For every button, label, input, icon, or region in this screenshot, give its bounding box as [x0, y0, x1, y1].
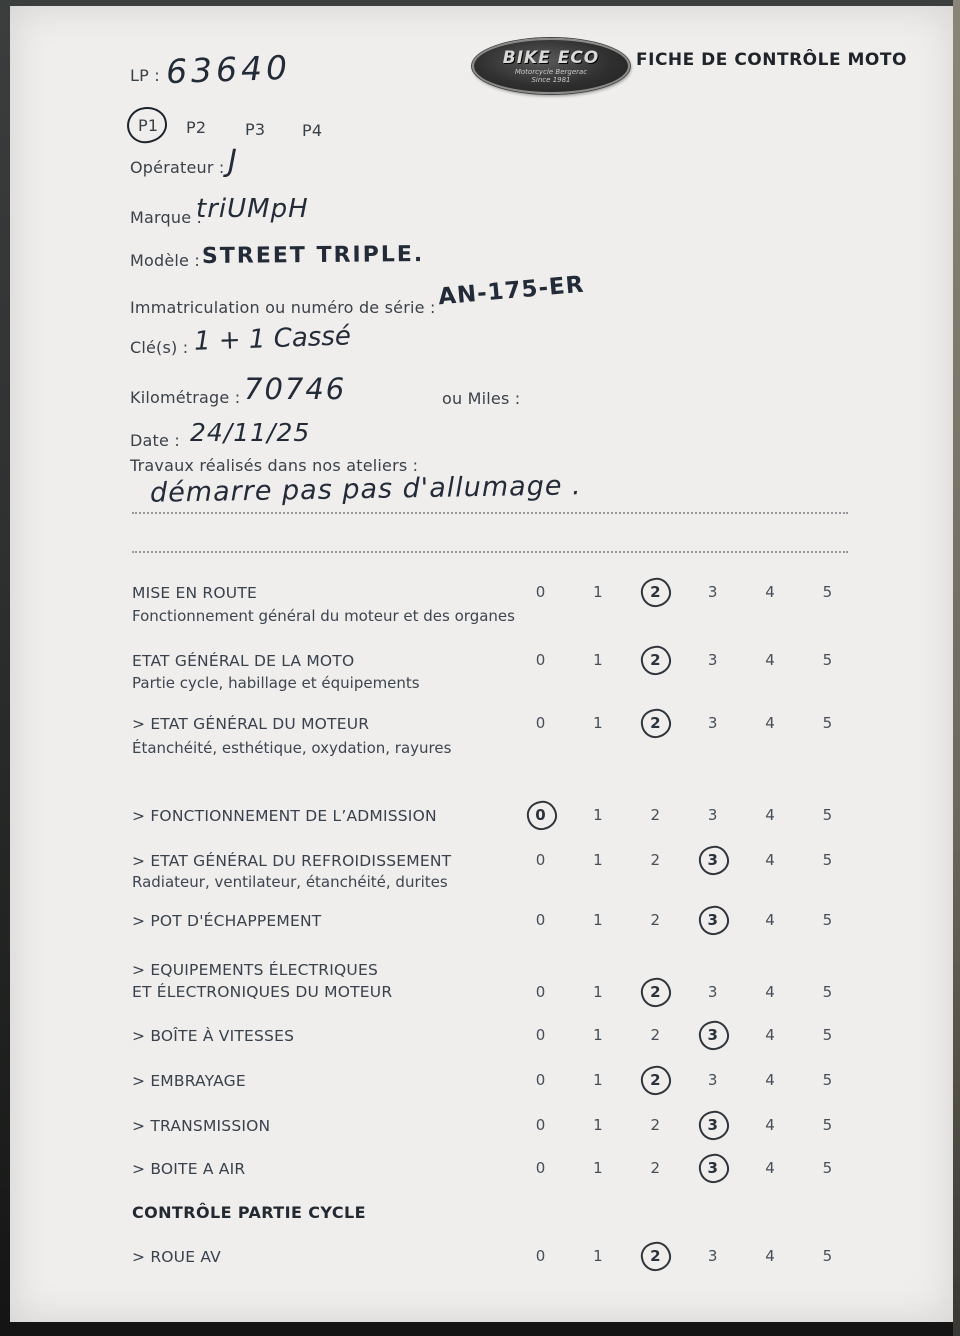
rating-5: 5: [822, 1247, 833, 1265]
rating-2-circled: 2: [627, 1071, 684, 1089]
rating-0: 0: [535, 583, 546, 601]
rating-scale: [512, 1071, 856, 1089]
logo-subtext: Motorcycle Bergerac: [514, 67, 588, 76]
rating-scale: [512, 583, 856, 601]
rating-scale: [512, 714, 856, 732]
rating-2: 2: [650, 851, 661, 869]
kilometrage-label: Kilométrage :: [130, 388, 241, 407]
rating-0: 0: [535, 1026, 546, 1044]
rating-1: 1: [593, 1116, 603, 1134]
model-label: Modèle :: [130, 251, 200, 270]
rating-scale: [512, 1247, 856, 1265]
rating-4: 4: [765, 1247, 775, 1265]
item-title: MISE EN ROUTE: [132, 584, 257, 602]
section-header-partie-cycle: CONTRÔLE PARTIE CYCLE: [132, 1203, 366, 1222]
rating-4: 4: [765, 1026, 775, 1044]
rating-5: 5: [822, 1026, 833, 1044]
rating-scale: [512, 806, 856, 824]
plate-label: Immatriculation ou numéro de série :: [130, 298, 436, 317]
inspection-sheet: [10, 6, 954, 1322]
item-subtitle: Fonctionnement général du moteur et des organes: [132, 607, 515, 625]
rating-1: 1: [593, 714, 603, 732]
rating-0: 0: [535, 1247, 546, 1265]
item-title: > EQUIPEMENTS ÉLECTRIQUES: [132, 961, 378, 979]
rating-2: 2: [650, 806, 661, 824]
works-label: Travaux réalisés dans nos ateliers :: [130, 456, 419, 475]
dotted-line-1: [132, 512, 848, 514]
rating-2-circled: 2: [627, 983, 684, 1001]
bike-eco-logo: [472, 38, 630, 94]
rating-scale: [512, 1159, 856, 1177]
rating-scale: [512, 911, 856, 929]
rating-1: 1: [593, 806, 603, 824]
rating-1: 1: [593, 1247, 603, 1265]
rating-scale: [512, 651, 856, 669]
rating-2: 2: [650, 1026, 661, 1044]
rating-4: 4: [765, 583, 775, 601]
rating-1: 1: [593, 1026, 603, 1044]
item-subtitle: Radiateur, ventilateur, étanchéité, durites: [132, 873, 448, 891]
model-value-handwritten: STREET TRIPLE.: [201, 242, 425, 269]
item-title: > ETAT GÉNÉRAL DU REFROIDISSEMENT: [132, 852, 452, 870]
rating-scale: [512, 1026, 856, 1044]
rating-3-circled: 3: [684, 851, 741, 869]
rating-3-circled: 3: [684, 1026, 741, 1044]
kilometrage-value-handwritten: 70746: [244, 372, 347, 406]
rating-3: 3: [707, 1071, 718, 1089]
rating-0: 0: [535, 1116, 546, 1134]
page-marker-p3: P3: [245, 120, 266, 139]
photo-right-edge: [953, 0, 960, 1336]
rating-4: 4: [765, 714, 775, 732]
rating-5: 5: [822, 806, 833, 824]
operator-value-handwritten: J: [228, 144, 237, 179]
item-title: > ROUE AV: [132, 1248, 221, 1266]
keys-label: Clé(s) :: [130, 338, 189, 357]
dotted-line-2: [132, 551, 848, 553]
rating-5: 5: [822, 983, 833, 1001]
miles-label: ou Miles :: [442, 389, 521, 408]
item-title: > TRANSMISSION: [132, 1117, 271, 1135]
rating-5: 5: [822, 651, 833, 669]
item-title: ETAT GÉNÉRAL DE LA MOTO: [132, 652, 355, 670]
rating-4: 4: [765, 1116, 775, 1134]
operator-label: Opérateur :: [130, 158, 225, 177]
rating-scale: [512, 983, 856, 1001]
rating-scale: [512, 1116, 856, 1134]
rating-0: 0: [535, 983, 546, 1001]
rating-2: 2: [650, 1159, 661, 1177]
item-subtitle: Étanchéité, esthétique, oxydation, rayures: [132, 739, 452, 757]
rating-1: 1: [593, 911, 603, 929]
item-title: > POT D'ÉCHAPPEMENT: [132, 912, 322, 930]
rating-scale: [512, 851, 856, 869]
page-marker-p4: P4: [302, 121, 323, 140]
item-title: > EMBRAYAGE: [132, 1072, 246, 1090]
rating-4: 4: [765, 1159, 775, 1177]
rating-2-circled: 2: [627, 651, 684, 669]
lp-value-handwritten: 63640: [165, 47, 292, 92]
rating-0: 0: [535, 1159, 546, 1177]
logo-text: BIKE ECO: [502, 47, 600, 68]
rating-5: 5: [822, 911, 833, 929]
rating-5: 5: [822, 1071, 833, 1089]
brand-value-handwritten: triUMpH: [196, 194, 309, 224]
brand-label: Marque :: [130, 208, 203, 227]
rating-1: 1: [593, 651, 603, 669]
item-title: > BOÎTE À VITESSES: [132, 1027, 295, 1045]
rating-1: 1: [593, 583, 603, 601]
rating-0: 0: [535, 651, 546, 669]
keys-value-handwritten: 1 + 1 Cassé: [193, 321, 352, 357]
rating-4: 4: [765, 983, 775, 1001]
p1-pen-circle: [125, 105, 169, 145]
rating-3-circled: 3: [684, 1159, 741, 1177]
rating-4: 4: [765, 806, 775, 824]
date-label: Date :: [130, 431, 180, 450]
rating-3: 3: [707, 651, 718, 669]
date-value-handwritten: 24/11/25: [190, 418, 311, 447]
rating-2-circled: 2: [627, 714, 684, 732]
rating-2: 2: [650, 911, 661, 929]
rating-1: 1: [593, 851, 603, 869]
rating-0: 0: [535, 911, 546, 929]
rating-5: 5: [822, 583, 833, 601]
page-marker-p2: P2: [186, 118, 207, 137]
rating-1: 1: [593, 983, 603, 1001]
item-title: > FONCTIONNEMENT DE L’ADMISSION: [132, 807, 437, 825]
rating-2-circled: 2: [627, 1247, 684, 1265]
logo-since: Since 1981: [531, 76, 571, 84]
rating-0: 0: [535, 851, 546, 869]
page-marker-p1: P1: [138, 116, 159, 135]
lp-label: LP :: [130, 66, 160, 85]
rating-3: 3: [707, 983, 718, 1001]
rating-0-circled: 0: [512, 806, 569, 824]
rating-2: 2: [650, 1116, 661, 1134]
rating-2-circled: 2: [627, 583, 684, 601]
item-title-line2: ET ÉLECTRONIQUES DU MOTEUR: [132, 983, 393, 1001]
item-title: > BOITE A AIR: [132, 1160, 246, 1178]
works-entry-handwritten: démarre pas pas d'allumage .: [149, 470, 582, 509]
rating-3: 3: [707, 714, 718, 732]
rating-0: 0: [535, 1071, 546, 1089]
rating-3: 3: [707, 583, 718, 601]
rating-5: 5: [822, 851, 833, 869]
rating-5: 5: [822, 1159, 833, 1177]
form-title: FICHE DE CONTRÔLE MOTO: [636, 50, 907, 70]
rating-4: 4: [765, 651, 775, 669]
rating-5: 5: [822, 714, 833, 732]
rating-3: 3: [707, 806, 718, 824]
rating-4: 4: [765, 911, 775, 929]
rating-3-circled: 3: [684, 911, 741, 929]
rating-4: 4: [765, 1071, 775, 1089]
rating-0: 0: [535, 714, 546, 732]
rating-3: 3: [707, 1247, 718, 1265]
item-subtitle: Partie cycle, habillage et équipements: [132, 674, 420, 692]
rating-4: 4: [765, 851, 775, 869]
rating-1: 1: [593, 1071, 603, 1089]
rating-5: 5: [822, 1116, 833, 1134]
item-title: > ETAT GÉNÉRAL DU MOTEUR: [132, 715, 370, 733]
plate-value-handwritten: AN-175-ER: [437, 271, 586, 311]
rating-3-circled: 3: [684, 1116, 741, 1134]
rating-1: 1: [593, 1159, 603, 1177]
